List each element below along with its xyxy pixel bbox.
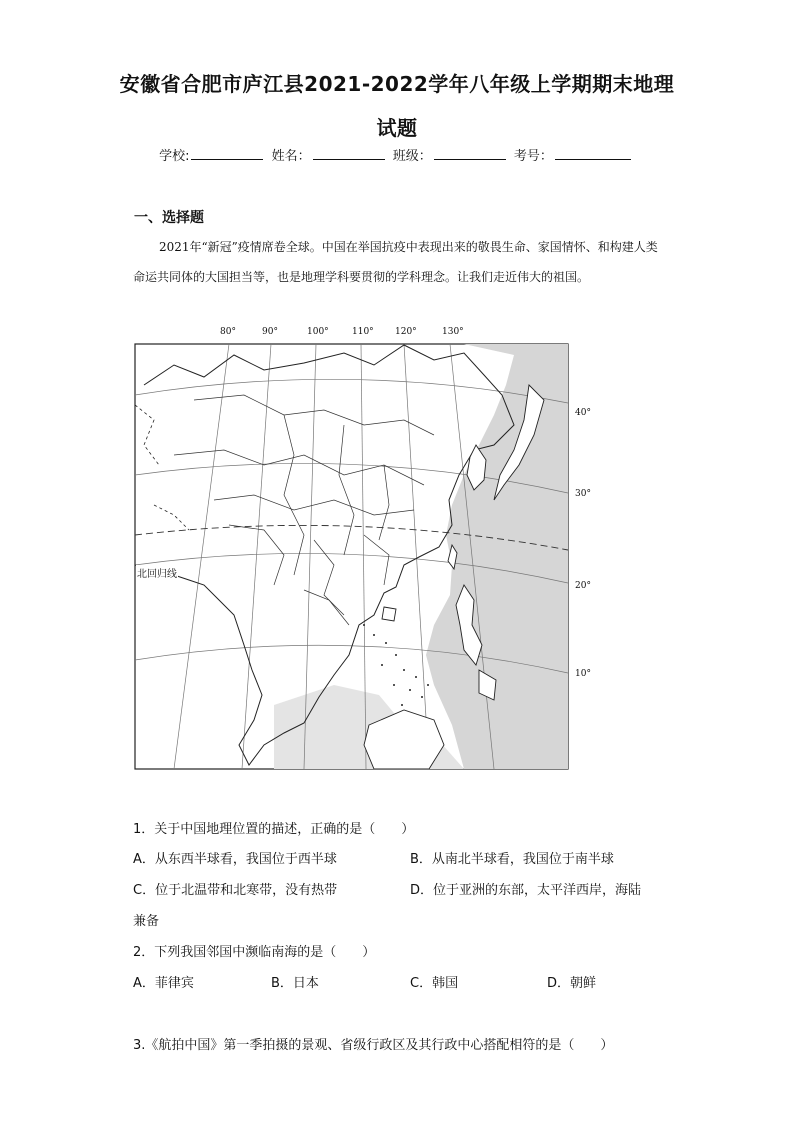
lon-label-130: 130°	[442, 327, 464, 337]
lon-label-90: 90°	[262, 327, 278, 337]
name-label: 姓名：	[271, 149, 311, 164]
lat-label-10: 10°	[575, 669, 591, 679]
lat-label-30: 30°	[575, 489, 591, 499]
question-1-stem: 1．关于中国地理位置的描述，正确的是（ ）	[133, 822, 415, 837]
intro-paragraph: 2021年“新冠”疫情席卷全球。中国在举国抗疫中表现出来的敬畏生命、家国情怀、和构建人类命运共同体的大国担当等，也是地理学科要贯彻的学科理念。让我们走近伟大的祖国。	[133, 240, 658, 284]
student-info-row	[0, 145, 794, 164]
lon-label-80: 80°	[220, 327, 236, 337]
lon-label-120: 120°	[395, 327, 417, 337]
east-asia-map	[134, 325, 594, 775]
question-1-option-a[interactable]: A．从东西半球看，我国位于西半球	[133, 852, 337, 867]
school-blank[interactable]	[191, 148, 263, 160]
lat-label-20: 20°	[575, 581, 591, 591]
question-2-option-c[interactable]: C．韩国	[410, 976, 459, 991]
map-drawing	[134, 325, 594, 775]
class-label: 班级：	[392, 149, 432, 164]
question-1-option-d[interactable]: D．位于亚洲的东部，太平洋西岸，海陆	[410, 883, 642, 898]
exam-number-label: 考号：	[513, 149, 553, 164]
tropic-of-cancer-label: 北回归线	[136, 565, 178, 580]
question-2-stem: 2．下列我国邻国中濒临南海的是（ ）	[133, 945, 376, 960]
lon-label-100: 100°	[307, 327, 329, 337]
lat-label-40: 40°	[575, 408, 591, 418]
exam-number-blank[interactable]	[555, 148, 631, 160]
question-2-option-a[interactable]: A．菲律宾	[133, 976, 194, 991]
lon-label-110: 110°	[352, 327, 374, 337]
school-label: 学校:	[159, 149, 190, 164]
paper-title-line1: 安徽省合肥市庐江县2021-2022学年八年级上学期期末地理	[119, 72, 675, 96]
class-blank[interactable]	[434, 148, 506, 160]
question-2-option-d[interactable]: D．朝鲜	[547, 976, 597, 991]
name-blank[interactable]	[313, 148, 385, 160]
question-1-option-c[interactable]: C．位于北温带和北寒带，没有热带	[133, 883, 338, 898]
question-2-option-b[interactable]: B．日本	[271, 976, 319, 991]
question-3-stem: 3.《航拍中国》第一季拍摄的景观、省级行政区及其行政中心搭配相符的是（ ）	[133, 1038, 614, 1053]
question-1-option-b[interactable]: B．从南北半球看，我国位于南半球	[410, 852, 614, 867]
hainan-island	[382, 607, 396, 621]
paper-title-line2: 试题	[376, 116, 418, 140]
section-title: 一、选择题	[134, 210, 204, 226]
question-1-option-d-continued: 兼备	[133, 914, 160, 929]
